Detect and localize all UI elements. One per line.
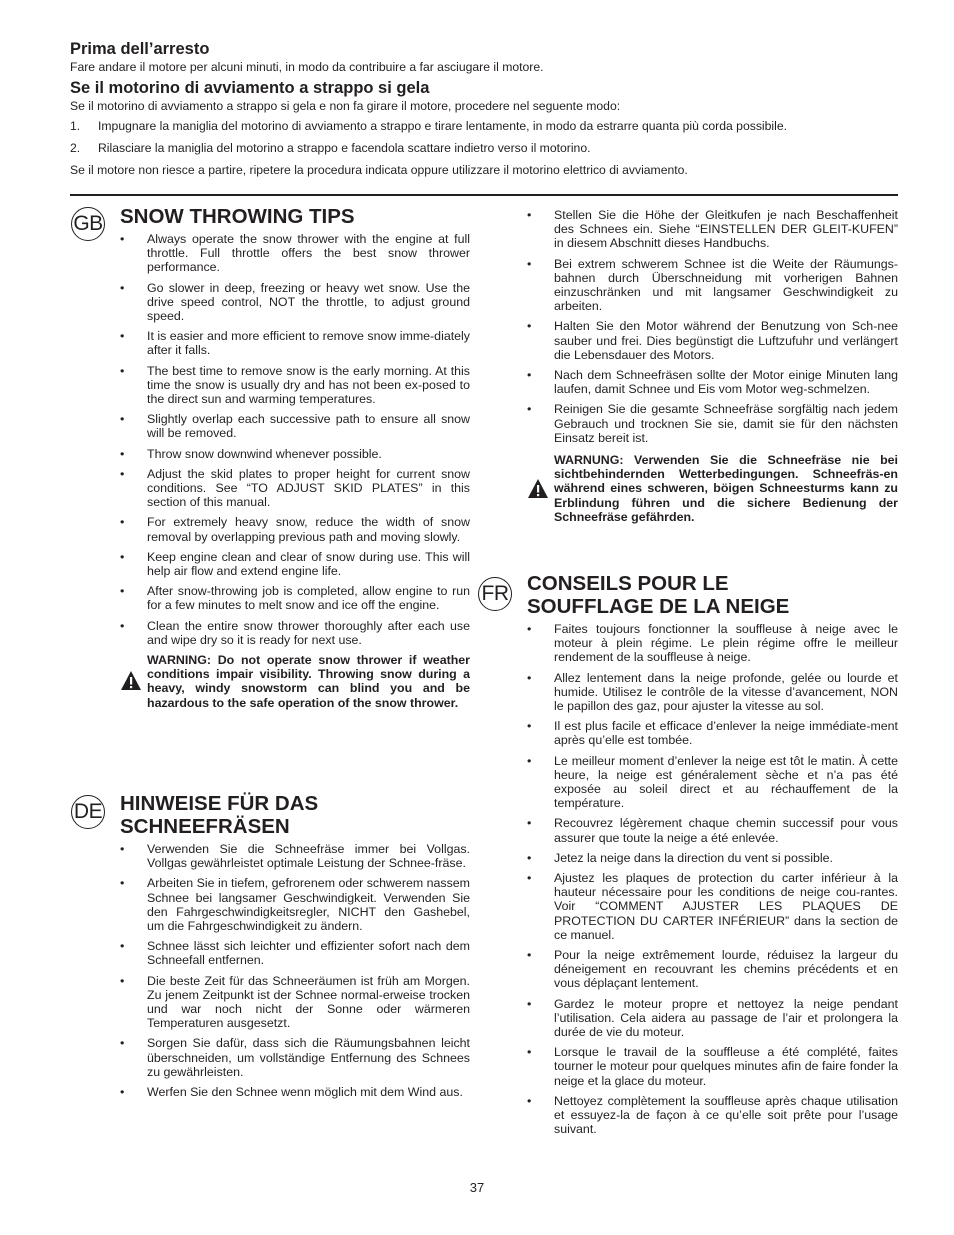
heading-prima-arresto: Prima dell’arresto [70, 40, 210, 58]
step-item: 1. Impugnare la maniglia del motorino di avviamento a strappo e tirare lentamente, in modo da estrarre quanta più corda possibile. [70, 119, 787, 133]
list-item: • Clean the entire snow thrower thoroughly after each use and wipe dry so it is ready for next use. [120, 619, 470, 647]
list-item: • After snow-throwing job is completed, allow engine to run for a few minutes to melt snow and ice off the engine. [120, 584, 470, 612]
list-item: • Faites toujours fonctionner la souffleuse à neige avec le moteur à plein régime. Le plein régime offre le meilleur rendement de la souffleuse à neige. [527, 622, 898, 665]
list-item: • Nach dem Schneefräsen sollte der Motor einige Minuten lang laufen, damit Schnee und Eis vom Motor weg-schmelzen. [527, 368, 898, 396]
list-item: • Adjust the skid plates to proper height for current snow conditions. See “TO ADJUST SKID PLATES” in this section of this manual. [120, 467, 470, 510]
heading-avviamento-gela: Se il motorino di avviamento a strappo si gela [70, 79, 430, 97]
steps-list [70, 118, 900, 156]
list-item: • Arbeiten Sie in tiefem, gefrorenem oder schwerem nassem Schnee bei langsamer Geschwindigkeit. Verwenden Sie den Fahrgeschwindigkeitsregler, NICHT den Gashebel, um die Fahrgeschwindigkeit zu ändern. [120, 876, 470, 933]
list-item: • Le meilleur moment d’enlever la neige est tôt le matin. À cette heure, la neige est généralement sèche et n’a pas été exposée au soleil direct et au réchauffement de la température. [527, 754, 898, 811]
fr-section [527, 572, 898, 1143]
step-item: 2. Rilasciare la maniglia del motorino a strappo e facendola scattare indietro verso il motorino. [70, 141, 591, 155]
list-item: • Keep engine clean and clear of snow during use. This will help air flow and extend engine life. [120, 550, 470, 578]
list-item: • For extremely heavy snow, reduce the width of snow removal by overlapping previous path and moving slowly. [120, 515, 470, 543]
intro-section [70, 40, 900, 182]
paragraph-prima-arresto: Fare andare il motore per alcuni minuti, in modo da contribuire a far asciugare il motore. [70, 60, 544, 74]
language-badge-fr: FR [478, 577, 512, 611]
language-badge-de: DE [71, 795, 105, 829]
list-item: • Allez lentement dans la neige profonde, gelée ou lourde et humide. Utilisez le contrôle de la vitesse d’avancement, NON le papillon des gaz, pour ajuster la vitesse au sol. [527, 671, 898, 714]
list-item: • Halten Sie den Motor während der Benutzung von Sch-nee sauber und frei. Dies begünstigt die Luftzufuhr und verlängert die Lebensdauer des Motors. [527, 319, 898, 362]
list-item: • Throw snow downwind whenever possible. [120, 447, 470, 461]
list-item: • Jetez la neige dans la direction du vent si possible. [527, 851, 898, 865]
gb-warning: WARNING: Do not operate snow thrower if weather conditions impair visibility. Throwing snow during a heavy, windy snowstorm can blind you and be hazardous to the safe operation of the snow thrower. [120, 653, 470, 710]
divider-rule [70, 194, 898, 196]
gb-section [120, 205, 470, 710]
paragraph-retry: Se il motore non riesce a partire, ripetere la procedura indicata oppure utilizzare il motorino elettrico di avviamento. [70, 163, 688, 177]
gb-tips-list [120, 232, 470, 647]
list-item: • Il est plus facile et efficace d’enlever la neige immédiate-ment après qu’elle est tombée. [527, 719, 898, 747]
list-item: • Verwenden Sie die Schneefräse immer bei Vollgas. Vollgas gewährleistet optimale Leistung der Schnee-fräse. [120, 842, 470, 870]
fr-title: CONSEILS POUR LE SOUFFLAGE DE LA NEIGE [527, 572, 790, 618]
list-item: • Lorsque le travail de la souffleuse a été complété, faites tourner le moteur pour quelques minutes afin de faire fonder la neige et la glace du moteur. [527, 1045, 898, 1088]
de-warning: WARNUNG: Verwenden Sie die Schneefräse nie bei sichtbehindernden Wetterbedingungen. Schneefräs-en während eines schweren, böigen Schneesturms kann zu Erblindung führen und die sichere Bedienung der Schneefräse gefährden. [527, 453, 898, 524]
list-item: • Gardez le moteur propre et nettoyez la neige pendant l’utilisation. Cela aidera au passage de l’air et prolongera la durée de vie du moteur. [527, 997, 898, 1040]
list-item: • Schnee lässt sich leichter und effizienter sofort nach dem Schneefall entfernen. [120, 939, 470, 967]
list-item: • Nettoyez complètement la souffleuse après chaque utilisation et essuyez-la de façon à ce qu’elle soit prête pour l’usage suivant. [527, 1094, 898, 1137]
language-badge-gb: GB [71, 207, 105, 241]
list-item: • Bei extrem schwerem Schnee ist die Weite der Räumungs-bahnen durch Überschneidung mit vorherigen Bahnen einzuschränken und mit langsamer Geschwindigkeit zu arbeiten. [527, 257, 898, 314]
list-item: • Always operate the snow thrower with the engine at full throttle. Full throttle offers the best snow thrower performance. [120, 232, 470, 275]
list-item: • Slightly overlap each successive path to ensure all snow will be removed. [120, 412, 470, 440]
list-item: • Pour la neige extrêmement lourde, réduisez la largeur du déneigement en recouvrant les chemins précédents et en vous déplaçant lentement. [527, 948, 898, 991]
list-item: • Stellen Sie die Höhe der Gleitkufen je nach Beschaffenheit des Schnees ein. Siehe “EINSTELLEN DER GLEIT-KUFEN” in diesem Abschnitt dieses Handbuchs. [527, 208, 898, 251]
de-tips-list-continued [527, 208, 898, 445]
list-item: • Reinigen Sie die gesamte Schneefräse sorgfältig nach jedem Gebrauch und trocknen Sie sie, damit sie für den nächsten Einsatz bereit ist. [527, 402, 898, 445]
list-item: • Werfen Sie den Schnee wenn möglich mit dem Wind aus. [120, 1085, 470, 1099]
de-title: HINWEISE FÜR DAS SCHNEEFRÄSEN [120, 792, 319, 838]
list-item: • Sorgen Sie dafür, dass sich die Räumungsbahnen leicht überschneiden, um vollständige Entfernung des Schnees zu gewährleisten. [120, 1036, 470, 1079]
list-item: • Die beste Zeit für das Schneeräumen ist früh am Morgen. Zu jenem Zeitpunkt ist der Schnee normal-erweise trocken und war noch nicht der Sonne oder wärmeren Temperaturen ausgesetzt. [120, 974, 470, 1031]
list-item: • The best time to remove snow is the early morning. At this time the snow is usually dry and has not been ex-posed to the direct sun and warming temperatures. [120, 364, 470, 407]
list-item: • It is easier and more efficient to remove snow imme-diately after it falls. [120, 329, 470, 357]
list-item: • Ajustez les plaques de protection du carter inférieur à la hauteur nécessaire pour les conditions de neige cou-rantes. Voir “COMMENT AJUSTER LES PLAQUES DE PROTECTION DU CARTER INFÉRIEUR” dans la section de ce manuel. [527, 871, 898, 942]
page-number: 37 [469, 1180, 485, 1195]
list-item: • Go slower in deep, freezing or heavy wet snow. Use the drive speed control, NOT the throttle, to adjust ground speed. [120, 281, 470, 324]
de-tips-list [120, 842, 470, 1099]
warning-triangle-icon [120, 670, 142, 692]
de-continued-section [527, 208, 898, 524]
list-item: • Recouvrez légèrement chaque chemin successif pour vous assurer que toute la neige a été enlevée. [527, 816, 898, 844]
gb-title: SNOW THROWING TIPS [120, 205, 355, 228]
fr-tips-list [527, 622, 898, 1137]
de-section [120, 792, 470, 1105]
paragraph-avviamento-gela: Se il motorino di avviamento a strappo si gela e non fa girare il motore, procedere nel seguente modo: [70, 99, 621, 113]
warning-triangle-icon [527, 478, 549, 500]
